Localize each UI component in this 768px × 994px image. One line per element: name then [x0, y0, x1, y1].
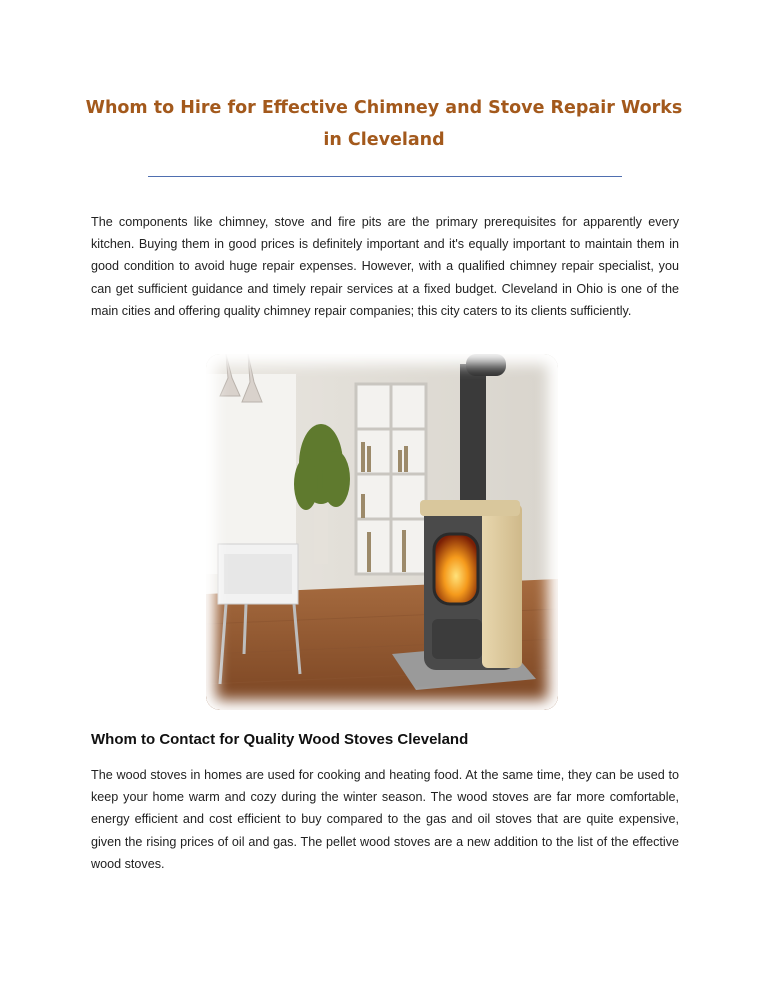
- document-title: Whom to Hire for Effective Chimney and Stove Repair Works in Cleveland: [85, 98, 683, 150]
- title-divider: [148, 176, 622, 177]
- intro-paragraph: The components like chimney, stove and fire pits are the primary prerequisites for apparently every kitchen. Buying them in good prices is definitely important and it's equally important to maintain them in good condition to avoid huge repair expenses. However, with a qualified chimney repair specialist, you can get sufficient guidance and timely repair services at a fixed budget. Cleveland in Ohio is one of the main cities and offering quality chimney repair companies; this city caters to its clients sufficiently.: [91, 215, 679, 318]
- wood-stove-photo: [206, 354, 558, 710]
- wood-stoves-paragraph: The wood stoves in homes are used for cooking and heating food. At the same time, they can be used to keep your home warm and cozy during the winter season. The wood stoves are far more comfortable, energy efficient and cost efficient to buy compared to the gas and oil stoves that are quite expensive, given the rising prices of oil and gas. The pellet wood stoves are a new addition to the list of the effective wood stoves.: [91, 768, 679, 871]
- section-heading: Whom to Contact for Quality Wood Stoves Cleveland: [91, 731, 469, 748]
